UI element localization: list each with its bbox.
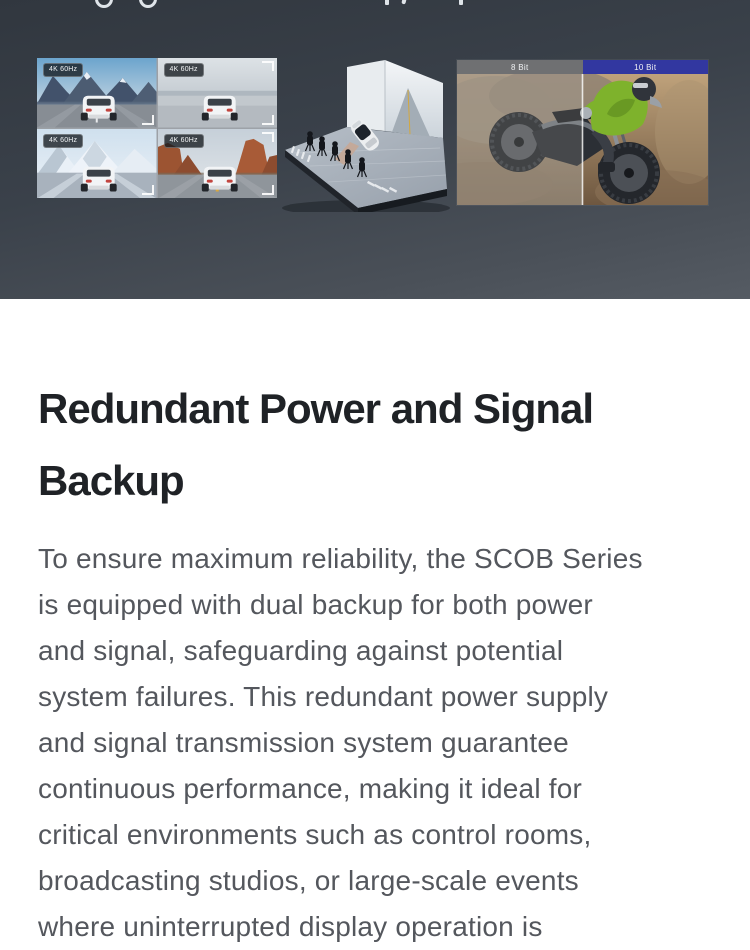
clipped-heading-glyph: [385, 0, 389, 5]
focus-corner-icon: [262, 185, 274, 195]
hero-section: [0, 0, 750, 299]
bit-depth-bar: [457, 60, 708, 74]
paragraph-line: system failures. This redundant power supply: [38, 681, 609, 712]
section-heading: Redundant Power and Signal Backup: [38, 385, 594, 504]
paragraph-line: where uninterrupted display operation is: [38, 911, 543, 942]
focus-corner-icon: [262, 115, 274, 125]
scene-snow-mountain: [37, 129, 157, 199]
resolution-badge: 4K 60Hz: [164, 134, 204, 148]
resolution-badge: 4K 60Hz: [164, 63, 204, 77]
motocross-graphic: [457, 74, 708, 205]
focus-corner-icon: [262, 132, 274, 142]
paragraph-line: and signal, safeguarding against potential: [38, 635, 564, 666]
clipped-heading-glyph: [95, 0, 113, 8]
bit-depth-label-10bit: 10 Bit: [583, 60, 709, 74]
clipped-heading-glyph: [139, 0, 157, 8]
clipped-heading-glyph: [459, 0, 463, 5]
focus-corner-icon: [142, 185, 154, 195]
paragraph-line: broadcasting studios, or large-scale events: [38, 865, 579, 896]
bit-depth-compare-image: [457, 60, 708, 205]
section-paragraph: [38, 536, 714, 950]
paragraph-line: and signal transmission system guarantee: [38, 727, 569, 758]
scene-coastal-flat: [158, 58, 278, 128]
resolution-badge: 4K 60Hz: [43, 134, 83, 148]
content-section: [0, 373, 750, 950]
paragraph-line: To ensure maximum reliability, the SCOB Series: [38, 543, 643, 574]
xr-stage-image: [280, 58, 450, 212]
bit-depth-label-8bit: 8 Bit: [457, 60, 583, 74]
paragraph-line: critical environments such as control rooms,: [38, 819, 592, 850]
resolution-badge: 4K 60Hz: [43, 63, 83, 77]
motocross-photo: [457, 74, 708, 205]
paragraph-line: is equipped with dual backup for both power: [38, 589, 593, 620]
clipped-heading-glyph: [401, 0, 406, 4]
scene-rocky-mountain: [37, 58, 157, 128]
multi-view-4k-image: [37, 58, 277, 198]
scene-red-canyon: [158, 129, 278, 199]
paragraph-line: continuous performance, making it ideal for: [38, 773, 582, 804]
xr-stage-graphic: [280, 58, 450, 212]
focus-corner-icon: [262, 61, 274, 71]
focus-corner-icon: [142, 115, 154, 125]
